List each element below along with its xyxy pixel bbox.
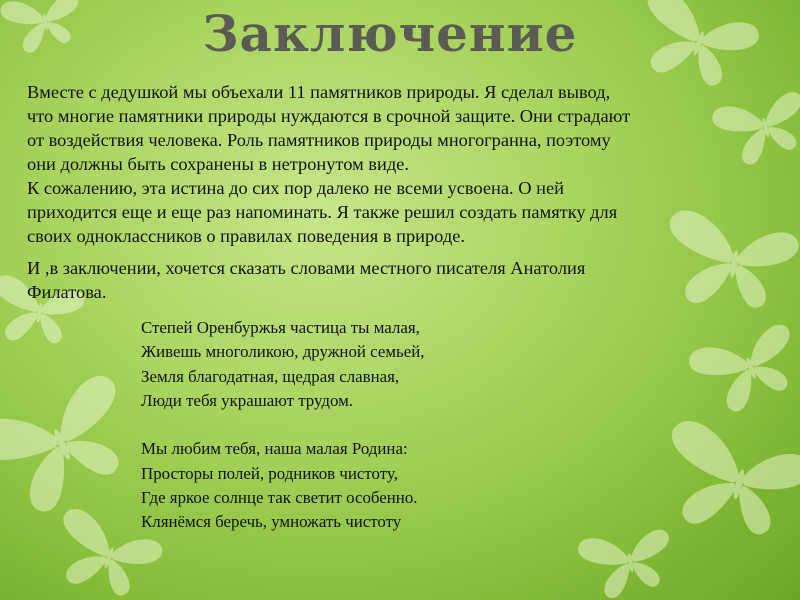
conclusion-paragraph [27, 256, 787, 304]
poem [141, 316, 701, 535]
text-line: что многие памятники природы нуждаются в срочной защите. Они страдают [27, 106, 631, 126]
poem-line: Просторы полей, родников чистоту, [141, 463, 398, 483]
slide-title: Заключение [202, 4, 578, 63]
poem-line: Люди тебя украшают трудом. [141, 390, 354, 410]
text-line: от воздействия человека. Роль памятников природы многогранна, поэтому [27, 130, 611, 150]
butterfly-icon [576, 525, 677, 600]
text-line: своих одноклассников о правилах поведения в природе. [27, 226, 465, 246]
poem-line: Степей Оренбуржья частица ты малая, [141, 318, 420, 337]
poem-line: Где яркое солнце так светит особенно. [141, 488, 418, 508]
poem-stanza [141, 316, 701, 413]
intro-paragraph [27, 80, 787, 248]
poem-line: Мы любим тебя, наша малая Родина: [141, 439, 408, 459]
poem-stanza [141, 437, 701, 534]
poem-line: Клянёмся беречь, умножать чистоту [141, 512, 402, 532]
text-line: они должны быть сохранены в нетронутом виде. [27, 154, 409, 174]
poem-line: Земля благодатная, щедрая славная, [141, 366, 400, 386]
poem-line: Живешь многоликою, дружной семьей, [141, 342, 425, 362]
text-line: Вместе с дедушкой мы объехали 11 памятников природы. Я сделал вывод, [27, 82, 611, 102]
text-line: Филатова. [27, 282, 107, 302]
text-line: К сожалению, эта истина до сих пор далеко не всеми усвоена. О ней [27, 178, 564, 198]
text-line: И ,в заключении, хочется сказать словами местного писателя Анатолия [27, 258, 586, 278]
butterfly-icon [686, 318, 800, 421]
text-line: приходится еще и еще раз напоминать. Я также решил создать памятку для [27, 202, 618, 222]
butterfly-icon [0, 365, 151, 529]
